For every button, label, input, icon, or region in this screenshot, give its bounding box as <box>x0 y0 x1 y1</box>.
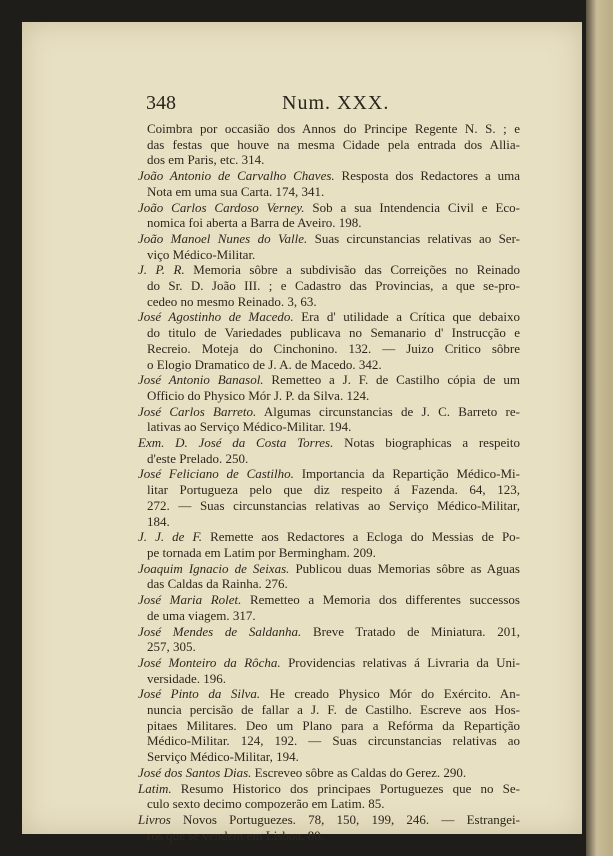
entry-line <box>138 325 520 341</box>
entry-line <box>138 624 520 640</box>
running-title: Num. XXX. <box>282 92 390 114</box>
entry-line <box>138 466 520 482</box>
index-entry <box>138 529 520 560</box>
entry-text: Officio do Physico Mór J. P. da Silva. 124. <box>147 387 370 403</box>
entry-line <box>138 514 520 530</box>
entry-text: Notas biographicas a respeito <box>344 435 521 451</box>
entry-line <box>138 545 520 561</box>
entry-line <box>138 749 520 765</box>
entry-text: Escreveo sôbre as Caldas do Gerez. 290. <box>254 764 467 780</box>
index-entry <box>138 466 520 529</box>
entry-text: Publicou duas Memorias sôbre as Aguas <box>295 560 520 576</box>
entry-line <box>138 655 520 671</box>
index-entry <box>138 404 520 435</box>
index-entry <box>138 686 520 765</box>
entry-text: o Elogio Dramatico de J. A. de Macedo. 342. <box>147 356 382 372</box>
index-entry <box>138 435 520 466</box>
entry-line <box>138 733 520 749</box>
entry-name: João Carlos Cardoso Verney. <box>138 199 305 215</box>
entry-name: Livros <box>138 811 171 827</box>
entry-line <box>138 451 520 467</box>
entry-line <box>138 718 520 734</box>
index-entry <box>138 309 520 372</box>
entry-name: José dos Santos Dias. <box>138 764 252 780</box>
entry-line <box>138 765 520 781</box>
entry-name: João Antonio de Carvalho Chaves. <box>138 168 335 184</box>
entry-line <box>138 137 520 153</box>
entry-text: litar Portugueza pelo que diz respeito á Fazenda. 64, 123, <box>147 482 520 498</box>
entry-text: culo sexto decimo compozerão em Latim. 85. <box>147 796 385 812</box>
entry-text: Memoria sôbre a subdivisão das Correições no Reinado <box>193 262 520 278</box>
entry-text: Remette aos Redactores a Ecloga do Messias de Po- <box>210 529 520 545</box>
entry-line <box>138 262 520 278</box>
index-entry <box>138 200 520 231</box>
entry-line <box>138 482 520 498</box>
entry-text: Suas circunstancias relativas ao Ser- <box>314 230 520 246</box>
entry-text: Breve Tratado de Miniatura. 201, <box>312 623 520 639</box>
entry-name: José Monteiro da Rôcha. <box>138 654 281 670</box>
entry-line <box>138 184 520 200</box>
entry-name: José Pinto da Silva. <box>138 686 261 702</box>
entry-line <box>138 294 520 310</box>
entry-text: Remetteo a Memoria dos differentes successos <box>249 592 520 608</box>
entry-line <box>138 168 520 184</box>
entry-text: He creado Physico Mór do Exército. An- <box>269 686 521 702</box>
entry-text: lativas ao Serviço Médico-Militar. 194. <box>147 419 352 435</box>
entry-name: Exm. D. José da Costa Torres. <box>138 435 334 451</box>
entry-line <box>138 341 520 357</box>
page-header <box>146 92 536 116</box>
entry-name: José Maria Rolet. <box>138 592 242 608</box>
entry-name: José Mendes de Saldanha. <box>138 623 302 639</box>
index-entry <box>138 765 520 781</box>
entry-line <box>138 121 520 137</box>
index-entry <box>138 655 520 686</box>
entry-name: José Agostinho de Macedo. <box>138 309 294 325</box>
entry-name: J. J. de F. <box>138 529 202 545</box>
entry-text: Algumas circunstancias de J. C. Barreto re- <box>263 403 520 419</box>
index-entry <box>138 168 520 199</box>
entry-text: das Caldas da Rainha. 276. <box>147 576 288 592</box>
index-entry <box>138 592 520 623</box>
entry-text: nomica foi aberta a Barra de Aveiro. 198. <box>147 215 362 231</box>
index-entry <box>138 262 520 309</box>
entry-name: José Antonio Banasol. <box>138 372 264 388</box>
entry-text: d'este Prelado. 250. <box>147 450 249 466</box>
entry-text: pitaes Militares. Deo um Plano para a Refórma da Repartição <box>147 717 520 733</box>
entry-line <box>138 200 520 216</box>
entry-text: do Sr. D. João III. ; e Cadastro das Provincias, a que se-pro- <box>147 278 520 294</box>
index-entry <box>138 812 520 843</box>
entry-name: Latim. <box>138 780 172 796</box>
entry-line <box>138 828 520 844</box>
page-edge <box>586 0 613 856</box>
entry-text: 184. <box>147 513 170 529</box>
entry-name: José Feliciano de Castilho. <box>138 466 294 482</box>
entry-text: Remetteo a J. F. de Castilho cópia de um <box>271 372 521 388</box>
entry-line <box>138 231 520 247</box>
entry-text: versidade. 196. <box>147 670 227 686</box>
entry-line <box>138 639 520 655</box>
entry-line <box>138 247 520 263</box>
index-entry <box>138 121 520 168</box>
entry-line <box>138 357 520 373</box>
entry-text: do titulo de Variedades publicava no Semanario d' Instrucção e <box>147 325 520 341</box>
entry-line <box>138 435 520 451</box>
entry-text: das festas que houve na mesma Cidade pela entrada dos Allia- <box>147 136 520 152</box>
entry-text: Sob a sua Intendencia Civil e Eco- <box>312 199 520 215</box>
index-entry <box>138 231 520 262</box>
entry-line <box>138 388 520 404</box>
entry-line <box>138 278 520 294</box>
entry-name: Joaquim Ignacio de Seixas. <box>138 560 290 576</box>
entry-text: Médico-Militar. 124, 192. — Suas circunstancias relativas ao <box>147 733 520 749</box>
entry-text: cedeo no mesmo Reinado. 3, 63. <box>147 293 317 309</box>
entry-line <box>138 215 520 231</box>
entry-text: viço Médico-Militar. <box>147 246 256 262</box>
index-entry <box>138 781 520 812</box>
entry-line <box>138 404 520 420</box>
entry-text: Recreio. Moteja do Cinchonino. 132. — Juizo Critico sôbre <box>147 340 520 356</box>
entry-name: J. P. R. <box>138 262 185 278</box>
entry-line <box>138 372 520 388</box>
entry-text: de uma viagem. 317. <box>147 607 256 623</box>
page-number: 348 <box>146 92 176 114</box>
entry-text: Providencias relativas á Livraria da Uni- <box>288 654 521 670</box>
entry-line <box>138 592 520 608</box>
entry-text: Nota em uma sua Carta. 174, 341. <box>147 183 325 199</box>
entry-line <box>138 419 520 435</box>
entry-line <box>138 781 520 797</box>
entry-text: Coimbra por occasião dos Annos do Principe Regente N. S. ; e <box>147 121 520 136</box>
entry-text: 272. — Suas circunstancias relativas ao Serviço Médico-Militar, <box>147 497 520 513</box>
entry-line <box>138 309 520 325</box>
entry-line <box>138 702 520 718</box>
entry-text: Resposta dos Redactores a uma <box>341 168 520 184</box>
entry-text: Serviço Médico-Militar, 194. <box>147 749 299 765</box>
entry-text: nuncia percisão de fallar a J. F. de Castilho. Escreve aos Hos- <box>147 702 520 718</box>
entry-line <box>138 529 520 545</box>
entry-text: Importancia da Repartição Médico-Mi- <box>301 466 520 482</box>
index-entry <box>138 561 520 592</box>
entry-name: João Manoel Nunes do Valle. <box>138 230 308 246</box>
entry-text: Resumo Historico dos principaes Portuguezes que no Se- <box>180 780 521 796</box>
entry-line <box>138 796 520 812</box>
entry-text: dos em Paris, etc. 314. <box>147 152 265 168</box>
index-entry <box>138 372 520 403</box>
entry-line <box>138 576 520 592</box>
entry-line <box>138 686 520 702</box>
entry-text: pe tornada em Latim por Bermingham. 209. <box>147 544 376 560</box>
index-entries <box>138 121 520 843</box>
entry-text: Era d' utilidade a Crítica que debaixo <box>301 309 521 325</box>
entry-name: José Carlos Barreto. <box>138 403 257 419</box>
entry-line <box>138 561 520 577</box>
index-entry <box>138 624 520 655</box>
entry-line <box>138 608 520 624</box>
entry-line <box>138 152 520 168</box>
entry-text: Novos Portuguezes. 78, 150, 199, 246. — Estrangei- <box>182 811 520 827</box>
entry-line <box>138 498 520 514</box>
entry-line <box>138 671 520 687</box>
entry-text: ros que se vendem em Lisboa, 80. <box>147 827 324 843</box>
entry-text: 257, 305. <box>147 639 196 655</box>
entry-line <box>138 812 520 828</box>
